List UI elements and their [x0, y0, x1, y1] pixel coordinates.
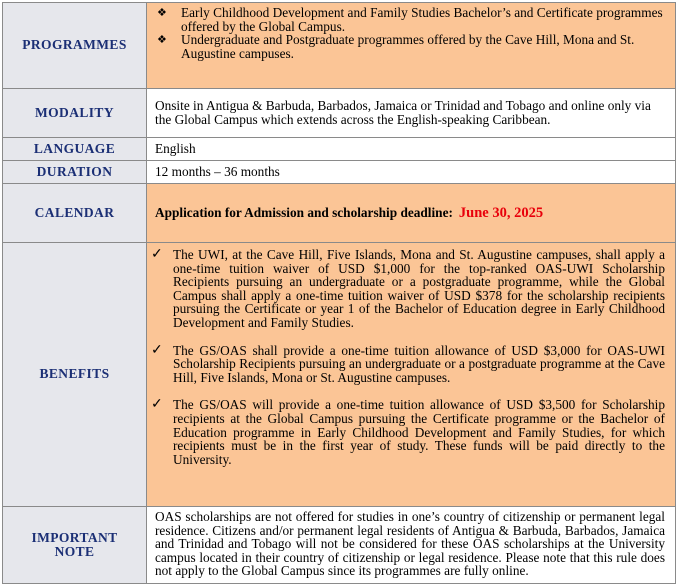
- calendar-label: CALENDAR: [3, 184, 146, 242]
- checkmark-icon: ✓: [151, 397, 163, 413]
- duration-label: DURATION: [3, 161, 146, 183]
- language-cell: English: [147, 138, 675, 160]
- language-label: LANGUAGE: [3, 138, 146, 160]
- list-item: ✓ The UWI, at the Cave Hill, Five Islands, Mona and St. Augustine campuses, shall apply a one-time tuition waiver of USD $1,000 for the top-ranked OAS-UWI Scholarship Recipients pursuing an undergraduate or a postgraduate programme, while the Global Campus shall apply a one-time tuition waiver of USD $378 for the scholarship recipients pursuing the Certificate or year 1 of the Bachelor of Education degree in Early Childhood Development and Family Studies.: [151, 247, 665, 330]
- important-note-cell: OAS scholarships are not offered for studies in one’s country of citizenship or permanent legal residence. Citizens and/or permanent legal residents of Antigua & Barbuda, Barbados, Jamaica and Trinidad and Tobago will not be considered for these OAS scholarships at the University campus located in their country of citizenship or legal residence. Please note that this rule does not apply to the Global Campus since its programmes are fully online.: [147, 507, 675, 583]
- important-note-label: IMPORTANT NOTE: [3, 507, 146, 583]
- programmes-cell: [147, 3, 675, 88]
- diamond-bullet-icon: ❖: [157, 7, 167, 19]
- calendar-cell: [147, 184, 675, 242]
- deadline-text: Application for Admission and scholarship deadline: June 30, 2025: [155, 204, 544, 221]
- duration-cell: 12 months – 36 months: [147, 161, 675, 183]
- programmes-label: PROGRAMMES: [3, 3, 146, 88]
- benefits-label: BENEFITS: [3, 243, 146, 506]
- list-item: ✓ The GS/OAS shall provide a one-time tuition allowance of USD $3,000 for OAS-UWI Scholarship Recipients pursuing an undergraduate or a postgraduate programme at the Cave Hill, Five Islands, Mona or St. Augustine campuses.: [151, 342, 665, 385]
- modality-label: MODALITY: [3, 89, 146, 137]
- diamond-bullet-icon: ❖: [157, 34, 167, 47]
- list-item: ❖ Early Childhood Development and Family Studies Bachelor’s and Certificate programmes offered by the Global Campus.: [157, 5, 663, 34]
- checkmark-icon: ✓: [151, 342, 163, 358]
- checkmark-icon: ✓: [151, 247, 163, 262]
- scholarship-details-table: [2, 2, 676, 584]
- benefits-cell: [147, 243, 675, 506]
- programmes-list: [155, 3, 665, 60]
- list-item: ✓ The GS/OAS will provide a one-time tuition allowance of USD $3,500 for Scholarship recipients at the Global Campus pursuing the Certificate programme or the Bachelor of Education programme in Early Childhood Development and Family Studies, for which recipients must be in the first year of study. These funds will be paid directly to the University.: [151, 397, 665, 467]
- list-item: ❖ Undergraduate and Postgraduate programmes offered by the Cave Hill, Mona and St. Augustine campuses.: [157, 32, 635, 61]
- modality-cell: Onsite in Antigua & Barbuda, Barbados, Jamaica or Trinidad and Tobago and online only via the Global Campus which extends across the English-speaking Caribbean.: [147, 89, 675, 137]
- deadline-date: June 30, 2025: [458, 204, 544, 221]
